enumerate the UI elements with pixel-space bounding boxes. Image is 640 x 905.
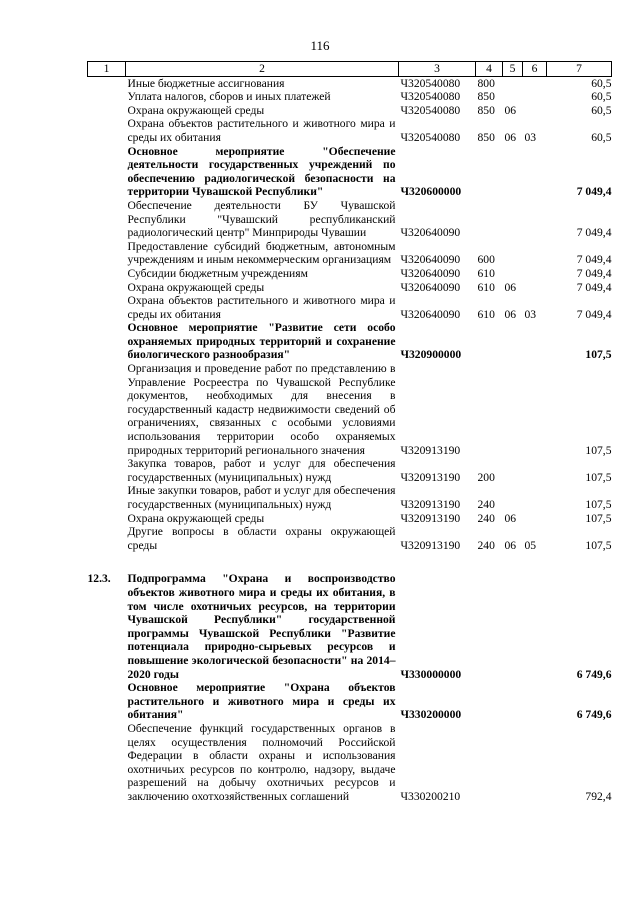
header-cell: 4: [476, 62, 503, 77]
table-row: [88, 294, 612, 321]
subsection-code: [523, 145, 547, 199]
row-number: [88, 362, 126, 457]
amount: 107,5: [585, 498, 612, 511]
budget-table: [87, 61, 612, 803]
target-article-code: Ч330200210: [400, 789, 461, 803]
target-article-code: Ч320913190: [400, 498, 461, 511]
row-number: [88, 512, 126, 526]
section-code: [503, 90, 523, 104]
amount: 60,5: [591, 76, 612, 90]
expense-type-code: 610: [477, 280, 495, 294]
row-description: Подпрограмма "Охрана и воспроизводство объектов животного мира и среды их обитания, в том числе охотничьих ресурсов, на территории Чувашской Республики" государственной программы Чувашской Республики "Развитие потенциала природно-сырьевых ресурсов и повышение экологической безопасности" на 2014–2020 годы: [127, 572, 396, 681]
header-cell: 7: [547, 62, 612, 77]
row-description: Охрана окружающей среды: [127, 103, 265, 117]
amount: 6 749,6: [576, 708, 612, 722]
table-row: [88, 681, 612, 722]
row-description: Субсидии бюджетным учреждениям: [127, 266, 308, 280]
subsection-code: [523, 722, 547, 804]
table-row: [88, 362, 612, 457]
row-number: [88, 240, 126, 267]
budget-body: [88, 76, 612, 803]
subsection-code: [523, 572, 547, 681]
amount: 7 049,4: [576, 226, 612, 240]
table-row: [88, 512, 612, 526]
header-row: [88, 62, 612, 77]
subsection-code: [523, 76, 547, 90]
row-description: Обеспечение функций государственных органов в целях осуществления полномочий Российской Федерации в области охраны и использования охотничьих ресурсов по контролю, надзору, выдаче разрешений на добычу охотничьих ресурсов и заключению охотхозяйственных соглашений: [127, 721, 396, 803]
row-number: [88, 281, 126, 295]
amount: 107,5: [585, 511, 612, 525]
section-code: [503, 321, 523, 362]
target-article-code: Ч320640090: [400, 226, 461, 240]
row-description: Иные бюджетные ассигнования: [127, 76, 285, 90]
table-row: [88, 281, 612, 295]
table-row: [88, 457, 612, 484]
section-code: [503, 76, 523, 90]
table-row: [88, 525, 612, 552]
target-article-code: Ч320600000: [400, 185, 462, 199]
target-article-code: Ч320540080: [400, 103, 461, 117]
subsection-code: [523, 512, 547, 526]
section-code: [503, 484, 523, 511]
row-number: [88, 267, 126, 281]
section-code: [503, 199, 523, 240]
row-description: Охрана окружающей среды: [127, 511, 265, 525]
table-row: [88, 484, 612, 511]
target-article-code: Ч320913190: [400, 470, 461, 484]
target-article-code: Ч320913190: [400, 538, 461, 552]
table-row: [88, 90, 612, 104]
row-number: [88, 722, 126, 804]
expense-type-code: [476, 362, 503, 457]
row-number: [88, 525, 126, 552]
section-code: [503, 145, 523, 199]
table-row: [88, 117, 612, 144]
row-number: [88, 681, 126, 722]
row-number: [88, 484, 126, 511]
section-code: 06: [504, 103, 517, 117]
expense-type-code: 600: [477, 253, 495, 267]
section-code: [503, 240, 523, 267]
expense-type-code: [476, 199, 503, 240]
section-code: [503, 681, 523, 722]
expense-type-code: [476, 722, 503, 804]
section-code: 06: [504, 511, 517, 525]
expense-type-code: 610: [477, 307, 495, 321]
expense-type-code: [476, 321, 503, 362]
subsection-code: [523, 267, 547, 281]
target-article-code: Ч320540080: [400, 76, 461, 90]
row-description: Иные закупки товаров, работ и услуг для обеспечения государственных (муниципальных) нужд: [127, 484, 396, 511]
target-article-code: Ч320913190: [400, 511, 461, 525]
amount: 7 049,4: [576, 280, 612, 294]
row-number: [88, 294, 126, 321]
expense-type-code: 800: [477, 76, 495, 90]
table-row: [88, 104, 612, 118]
subsection-code: [523, 484, 547, 511]
section-code: [503, 572, 523, 681]
target-article-code: Ч320540080: [400, 90, 461, 104]
row-description: Уплата налогов, сборов и иных платежей: [127, 90, 331, 104]
amount: 60,5: [591, 130, 612, 144]
row-description: Охрана объектов растительного и животного мира и среды их обитания: [127, 117, 396, 144]
subsection-code: 03: [524, 307, 537, 321]
table-row: [88, 76, 612, 90]
expense-type-code: 850: [477, 103, 495, 117]
amount: 7 049,4: [576, 307, 612, 321]
target-article-code: Ч320913190: [400, 443, 461, 457]
row-description: Охрана объектов растительного и животного мира и среды их обитания: [127, 294, 396, 321]
subsection-code: 03: [524, 130, 537, 144]
subsection-code: [523, 199, 547, 240]
spacer-row: [88, 552, 612, 572]
row-number: [88, 321, 126, 362]
subsection-code: [523, 362, 547, 457]
amount: 107,5: [585, 348, 612, 362]
expense-type-code: [476, 681, 503, 722]
expense-type-code: 850: [477, 90, 495, 104]
section-code: [503, 267, 523, 281]
header-cell: 3: [399, 62, 476, 77]
row-description: Основное мероприятие "Развитие сети особо охраняемых природных территорий и сохранение биологического разнообразия": [127, 321, 396, 362]
row-description: Основное мероприятие "Охрана объектов растительного и животного мира и среды их обитания": [127, 681, 396, 722]
subsection-code: [523, 104, 547, 118]
expense-type-code: 610: [477, 266, 495, 280]
header-cell: 5: [503, 62, 523, 77]
target-article-code: Ч320640090: [400, 253, 461, 267]
target-article-code: Ч320900000: [400, 348, 462, 362]
amount: 7 049,4: [576, 253, 612, 267]
row-number: [88, 90, 126, 104]
row-number: 12.3.: [87, 572, 111, 586]
target-article-code: Ч330200000: [400, 708, 462, 722]
spacer-cell: [88, 552, 612, 572]
subsection-code: [523, 240, 547, 267]
subsection-code: 05: [524, 538, 537, 552]
amount: 60,5: [591, 90, 612, 104]
expense-type-code: [476, 572, 503, 681]
section-code: [503, 362, 523, 457]
amount: 7 049,4: [576, 266, 612, 280]
expense-type-code: 240: [477, 538, 495, 552]
table-row: [88, 722, 612, 804]
row-description: Основное мероприятие "Обеспечение деятельности государственных учреждений по обеспечению радиологической безопасности на территории Чувашской Республики": [127, 144, 396, 199]
target-article-code: Ч320640090: [400, 280, 461, 294]
header-cell: 2: [126, 62, 399, 77]
section-code: 06: [504, 130, 517, 144]
table-row: [88, 240, 612, 267]
section-code: 06: [504, 538, 517, 552]
row-description: Организация и проведение работ по представлению в Управление Росреестра по Чувашской Республике документов, необходимых для внесения в государственный кадастр недвижимости сведений об ограничениях, связанных с особыми условиями использования территории особо охраняемых природных территорий регионального значения: [127, 362, 396, 457]
target-article-code: Ч320640090: [400, 266, 461, 280]
subsection-code: [523, 457, 547, 484]
subsection-code: [523, 281, 547, 295]
amount: 7 049,4: [576, 185, 612, 199]
section-code: [503, 722, 523, 804]
row-number: [88, 76, 126, 90]
row-number: [88, 199, 126, 240]
amount: 60,5: [591, 103, 612, 117]
row-description: Обеспечение деятельности БУ Чувашской Республики "Чувашский республиканский радиологический центр" Минприроды Чувашии: [127, 198, 396, 240]
row-number: [88, 117, 126, 144]
row-number: [88, 104, 126, 118]
section-code: 06: [504, 307, 517, 321]
header-cell: 1: [88, 62, 126, 77]
row-description: Охрана окружающей среды: [127, 280, 265, 294]
target-article-code: Ч330000000: [400, 667, 462, 681]
section-code: 06: [504, 280, 517, 294]
row-description: Предоставление субсидий бюджетным, автономным учреждениям и иным некоммерческим организациям: [127, 239, 396, 267]
table-row: [88, 267, 612, 281]
page-number: 116: [310, 38, 330, 53]
row-description: Закупка товаров, работ и услуг для обеспечения государственных (муниципальных) нужд: [127, 457, 396, 484]
table-row: [88, 199, 612, 240]
table-row: [88, 321, 612, 362]
row-number: [88, 145, 126, 199]
amount: 107,5: [585, 470, 612, 484]
amount: 792,4: [585, 789, 612, 803]
row-description: Другие вопросы в области охраны окружающей среды: [127, 525, 396, 552]
subsection-code: [523, 90, 547, 104]
table-row: [88, 572, 612, 681]
subsection-code: [523, 321, 547, 362]
table-row: [88, 145, 612, 199]
header-cell: 6: [523, 62, 547, 77]
expense-type-code: 240: [477, 498, 495, 511]
section-code: [503, 457, 523, 484]
target-article-code: Ч320640090: [400, 307, 461, 321]
amount: 107,5: [585, 443, 612, 457]
amount: 107,5: [585, 538, 612, 552]
expense-type-code: 200: [477, 470, 495, 484]
subsection-code: [523, 681, 547, 722]
row-number: [88, 457, 126, 484]
expense-type-code: 240: [477, 511, 495, 525]
target-article-code: Ч320540080: [400, 130, 461, 144]
expense-type-code: 850: [477, 130, 495, 144]
expense-type-code: [476, 145, 503, 199]
amount: 6 749,6: [576, 667, 612, 681]
